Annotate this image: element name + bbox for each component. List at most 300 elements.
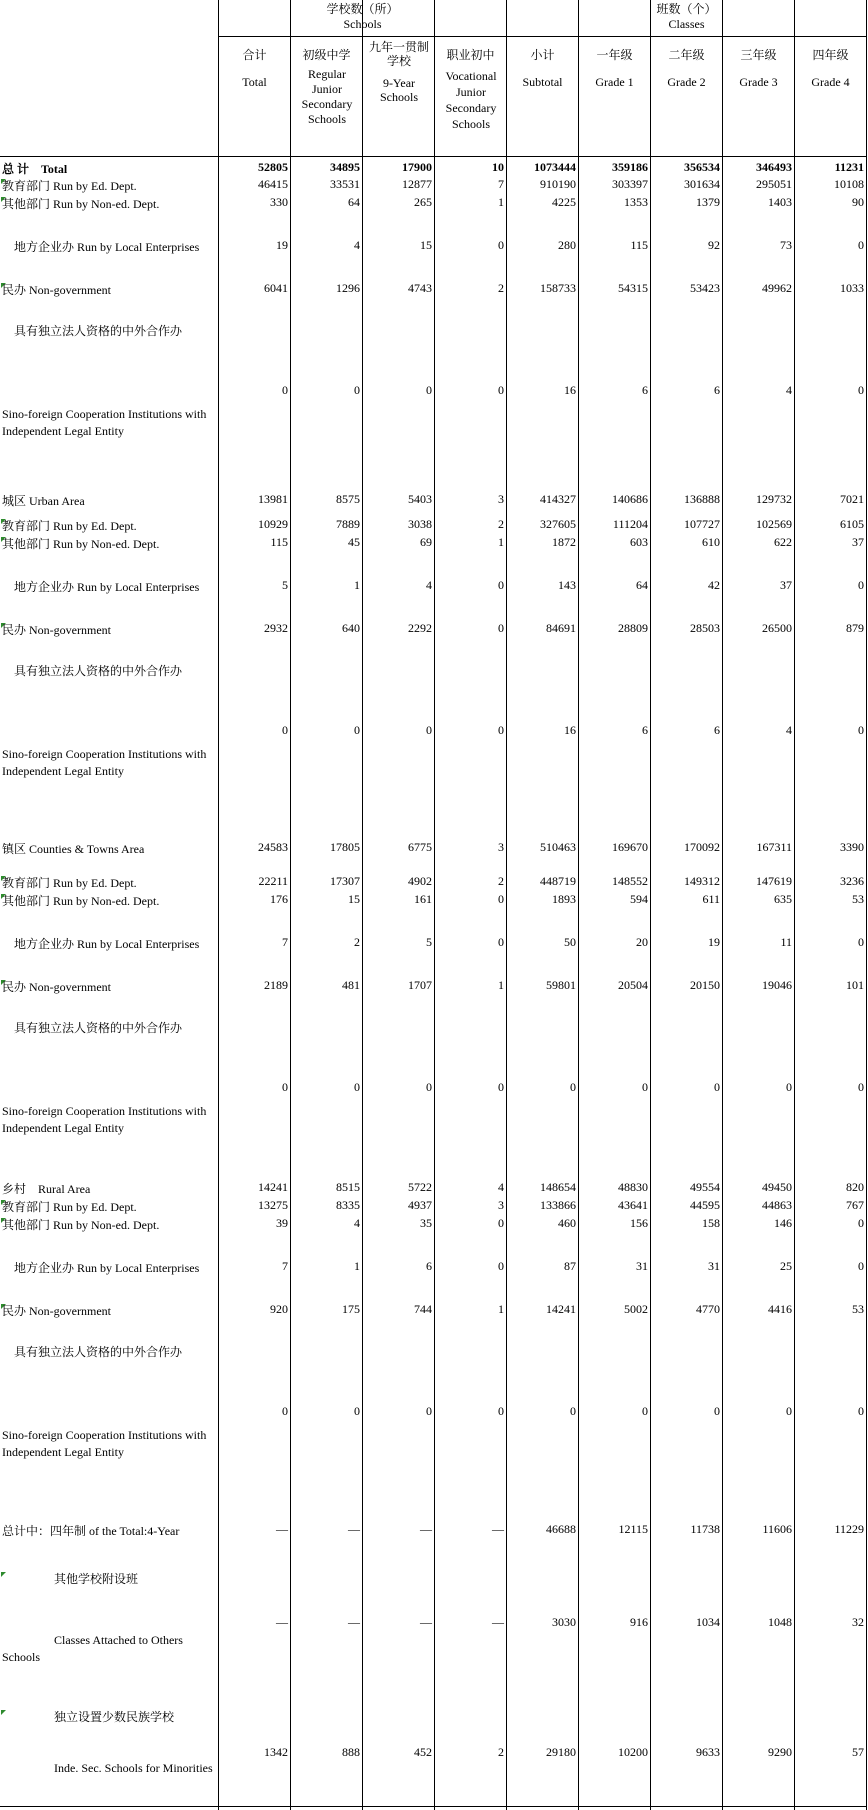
table-cell: 11229 (834, 1522, 864, 1536)
table-cell: 19046 (762, 978, 792, 992)
table-cell: 1403 (768, 195, 792, 209)
table-cell: 50 (564, 935, 576, 949)
table-cell: 0 (282, 383, 288, 397)
table-cell: 45 (348, 535, 360, 549)
table-cell: 129732 (756, 492, 792, 506)
table-cell: 0 (858, 935, 864, 949)
grid-line (866, 0, 867, 1810)
table-cell: 20150 (690, 978, 720, 992)
grid-line (722, 0, 723, 1810)
col-header-grade1: 一年级 Grade 1 (595, 48, 634, 89)
table-cell: 0 (282, 1404, 288, 1418)
table-cell: 4770 (696, 1302, 720, 1316)
row-label: 其他部门 Run by Non-ed. Dept. (2, 197, 160, 211)
table-cell: 44595 (690, 1198, 720, 1212)
table-cell: 11738 (690, 1522, 720, 1536)
table-cell: 64 (636, 578, 648, 592)
table-cell: 5 (282, 578, 288, 592)
table-cell: 327605 (540, 517, 576, 531)
col-header-vocational-junior: 职业初中 Vocational Junior Secondary Schools (445, 48, 497, 131)
table-cell: 17805 (330, 840, 360, 854)
table-cell: 3390 (840, 840, 864, 854)
table-cell: 346493 (756, 160, 792, 174)
table-cell: 303397 (612, 177, 648, 191)
table-cell: 52805 (258, 160, 288, 174)
table-cell: — (420, 1522, 432, 1536)
table-cell: 7 (282, 935, 288, 949)
table-cell: 1 (498, 535, 504, 549)
table-cell: 0 (354, 1404, 360, 1418)
row-label: 地方企业办 Run by Local Enterprises (14, 580, 200, 594)
table-cell: 0 (498, 621, 504, 635)
table-cell: 54315 (618, 281, 648, 295)
table-cell: 4937 (408, 1198, 432, 1212)
table-cell: 6041 (264, 281, 288, 295)
table-cell: 8335 (336, 1198, 360, 1212)
table-cell: 16 (564, 723, 576, 737)
table-cell: 25 (780, 1259, 792, 1273)
table-cell: 2189 (264, 978, 288, 992)
table-cell: 136888 (684, 492, 720, 506)
table-cell: 7 (498, 177, 504, 191)
table-cell: 69 (420, 535, 432, 549)
row-label: 民办 Non-government (2, 623, 111, 637)
table-cell: 448719 (540, 874, 576, 888)
table-cell: 1893 (552, 892, 576, 906)
table-cell: 414327 (540, 492, 576, 506)
table-cell: 1034 (696, 1615, 720, 1629)
table-cell: 161 (414, 892, 432, 906)
table-cell: 101 (846, 978, 864, 992)
table-cell: 46415 (258, 177, 288, 191)
table-cell: 28809 (618, 621, 648, 635)
table-cell: 37 (852, 535, 864, 549)
table-cell: 744 (414, 1302, 432, 1316)
table-cell: 0 (570, 1080, 576, 1094)
table-cell: 84691 (546, 621, 576, 635)
table-cell: 29180 (546, 1745, 576, 1759)
table-cell: 0 (786, 1080, 792, 1094)
table-cell: 0 (714, 1404, 720, 1418)
table-cell: 1073444 (534, 160, 576, 174)
table-cell: 115 (270, 535, 288, 549)
table-cell: 13981 (258, 492, 288, 506)
table-cell: 0 (426, 383, 432, 397)
row-label: 城区 Urban Area (2, 494, 85, 508)
table-cell: 53 (852, 1302, 864, 1316)
table-cell: 3236 (840, 874, 864, 888)
table-cell: 3 (498, 1198, 504, 1212)
table-cell: 1 (498, 195, 504, 209)
row-label: 总 计 Total (2, 162, 68, 176)
table-cell: 12877 (402, 177, 432, 191)
table-cell: 8575 (336, 492, 360, 506)
table-cell: 4 (426, 578, 432, 592)
table-cell: 0 (354, 1080, 360, 1094)
col-header-grade3: 三年级 Grade 3 (739, 48, 778, 89)
table-cell: 0 (282, 723, 288, 737)
table-cell: 6 (714, 723, 720, 737)
table-cell: 20 (636, 935, 648, 949)
table-cell: 7021 (840, 492, 864, 506)
table-cell: 2932 (264, 621, 288, 635)
table-cell: 767 (846, 1198, 864, 1212)
table-cell: 2 (498, 281, 504, 295)
table-cell: 111204 (612, 517, 648, 531)
table-cell: 11231 (834, 160, 864, 174)
table-cell: — (348, 1522, 360, 1536)
table-cell: 14241 (546, 1302, 576, 1316)
table-cell: 920 (270, 1302, 288, 1316)
row-label: 其他部门 Run by Non-ed. Dept. (2, 537, 160, 551)
table-cell: 31 (636, 1259, 648, 1273)
table-cell: 3 (498, 492, 504, 506)
table-bottom-line (0, 1806, 866, 1807)
table-cell: 265 (414, 195, 432, 209)
table-cell: 4 (354, 1216, 360, 1230)
table-cell: 158 (702, 1216, 720, 1230)
table-cell: 481 (342, 978, 360, 992)
table-cell: 1872 (552, 535, 576, 549)
table-cell: 170092 (684, 840, 720, 854)
table-cell: 20504 (618, 978, 648, 992)
table-cell: 0 (498, 578, 504, 592)
table-cell: 610 (702, 535, 720, 549)
table-cell: 176 (270, 892, 288, 906)
table-cell: 107727 (684, 517, 720, 531)
table-cell: 359186 (612, 160, 648, 174)
table-cell: 0 (282, 1080, 288, 1094)
row-label: 民办 Non-government (2, 1304, 111, 1318)
table-cell: 7889 (336, 517, 360, 531)
table-cell: 19 (276, 238, 288, 252)
table-cell: 460 (558, 1216, 576, 1230)
table-cell: 7 (282, 1259, 288, 1273)
table-cell: — (420, 1615, 432, 1629)
table-cell: 2292 (408, 621, 432, 635)
table-cell: 1 (354, 1259, 360, 1273)
cell-marker-icon (1, 1710, 6, 1715)
row-label-english: Classes Attached to Others Schools (2, 1633, 183, 1664)
table-cell: 6 (642, 383, 648, 397)
table-cell: 33531 (330, 177, 360, 191)
table-cell: 11 (780, 935, 792, 949)
row-label-english: Inde. Sec. Schools for Minorities (54, 1761, 213, 1775)
table-cell: 452 (414, 1745, 432, 1759)
row-label-english: Sino-foreign Cooperation Institutions with Independent Legal Entity (2, 747, 207, 778)
table-cell: 149312 (684, 874, 720, 888)
row-label: 镇区 Counties & Towns Area (2, 842, 145, 856)
table-cell: 59801 (546, 978, 576, 992)
table-cell: 4 (498, 1180, 504, 1194)
table-cell: 8515 (336, 1180, 360, 1194)
table-cell: 1379 (696, 195, 720, 209)
table-cell: 13275 (258, 1198, 288, 1212)
table-cell: 49450 (762, 1180, 792, 1194)
table-cell: 5722 (408, 1180, 432, 1194)
classes-group-header: 班数（个） Classes (656, 2, 717, 31)
table-cell: 0 (498, 238, 504, 252)
grid-line (218, 0, 219, 1810)
table-cell: — (348, 1615, 360, 1629)
grid-line (650, 0, 651, 1810)
grid-line (434, 0, 435, 1810)
col-header-subtotal: 小计 Subtotal (522, 48, 563, 89)
table-cell: 1353 (624, 195, 648, 209)
row-label: 其他学校附设班 (54, 1572, 139, 1586)
table-cell: 0 (498, 1404, 504, 1418)
table-cell: 0 (858, 578, 864, 592)
table-cell: 6775 (408, 840, 432, 854)
table-cell: 19 (708, 935, 720, 949)
table-cell: 0 (426, 1080, 432, 1094)
table-cell: 87 (564, 1259, 576, 1273)
table-cell: 2 (498, 517, 504, 531)
table-cell: 17307 (330, 874, 360, 888)
table-cell: 280 (558, 238, 576, 252)
col-header-total: 合计 Total (242, 48, 267, 89)
row-label: 教育部门 Run by Ed. Dept. (2, 519, 137, 533)
table-cell: 5 (426, 935, 432, 949)
table-cell: 910190 (540, 177, 576, 191)
table-cell: 1048 (768, 1615, 792, 1629)
table-cell: 4743 (408, 281, 432, 295)
table-cell: 37 (780, 578, 792, 592)
table-cell: — (492, 1522, 504, 1536)
row-label-english: Sino-foreign Cooperation Institutions with Independent Legal Entity (2, 407, 207, 438)
table-cell: 603 (630, 535, 648, 549)
table-cell: 4225 (552, 195, 576, 209)
table-cell: 1 (354, 578, 360, 592)
table-cell: 115 (630, 238, 648, 252)
table-cell: 635 (774, 892, 792, 906)
row-label: 地方企业办 Run by Local Enterprises (14, 937, 200, 951)
table-cell: 22211 (258, 874, 288, 888)
table-cell: 6 (714, 383, 720, 397)
row-label-english: Sino-foreign Cooperation Institutions with Independent Legal Entity (2, 1104, 207, 1135)
row-label: 具有独立法人资格的中外合作办 (14, 1345, 183, 1359)
table-cell: 0 (498, 723, 504, 737)
table-cell: 6 (642, 723, 648, 737)
table-cell: 0 (642, 1080, 648, 1094)
table-cell: 0 (498, 935, 504, 949)
grid-line (218, 36, 866, 37)
grid-line (362, 0, 363, 1810)
table-cell: 3038 (408, 517, 432, 531)
table-cell: 73 (780, 238, 792, 252)
table-cell: 640 (342, 621, 360, 635)
table-cell: 9633 (696, 1745, 720, 1759)
col-header-regular-junior: 初级中学 Regular Junior Secondary Schools (301, 48, 353, 126)
cell-marker-icon (1, 1572, 6, 1577)
table-cell: 330 (270, 195, 288, 209)
table-cell: 6105 (840, 517, 864, 531)
table-cell: 916 (630, 1615, 648, 1629)
row-label-english: Sino-foreign Cooperation Institutions with Independent Legal Entity (2, 1428, 207, 1459)
table-cell: 169670 (612, 840, 648, 854)
table-cell: 5403 (408, 492, 432, 506)
table-cell: 4902 (408, 874, 432, 888)
row-label: 具有独立法人资格的中外合作办 (14, 664, 183, 678)
table-cell: 140686 (612, 492, 648, 506)
table-cell: 133866 (540, 1198, 576, 1212)
table-cell: 0 (858, 383, 864, 397)
table-cell: 11606 (762, 1522, 792, 1536)
col-header-grade2: 二年级 Grade 2 (667, 48, 706, 89)
table-cell: 16 (564, 383, 576, 397)
grid-line (578, 0, 579, 1810)
table-cell: 12115 (618, 1522, 648, 1536)
table-cell: 6 (426, 1259, 432, 1273)
table-cell: 102569 (756, 517, 792, 531)
table-cell: 92 (708, 238, 720, 252)
table-cell: 2 (498, 1745, 504, 1759)
table-cell: 4 (786, 383, 792, 397)
table-cell: 0 (642, 1404, 648, 1418)
table-cell: 0 (498, 1080, 504, 1094)
table-cell: 888 (342, 1745, 360, 1759)
table-cell: 0 (858, 723, 864, 737)
table-cell: 42 (708, 578, 720, 592)
table-cell: 43641 (618, 1198, 648, 1212)
table-cell: 26500 (762, 621, 792, 635)
table-cell: 0 (498, 892, 504, 906)
table-cell: 0 (714, 1080, 720, 1094)
header-bottom-line (0, 156, 866, 157)
table-cell: 622 (774, 535, 792, 549)
table-cell: 24583 (258, 840, 288, 854)
table-cell: 32 (852, 1615, 864, 1629)
row-label: 教育部门 Run by Ed. Dept. (2, 179, 137, 193)
table-cell: 1707 (408, 978, 432, 992)
table-cell: 820 (846, 1180, 864, 1194)
row-label: 地方企业办 Run by Local Enterprises (14, 240, 200, 254)
grid-line (506, 0, 507, 1810)
table-cell: 15 (420, 238, 432, 252)
table-cell: 53423 (690, 281, 720, 295)
table-cell: 147619 (756, 874, 792, 888)
table-cell: 0 (354, 383, 360, 397)
table-cell: 879 (846, 621, 864, 635)
table-cell: 2 (354, 935, 360, 949)
row-label: 教育部门 Run by Ed. Dept. (2, 876, 137, 890)
table-cell: 0 (570, 1404, 576, 1418)
table-cell: 0 (426, 1404, 432, 1418)
table-cell: 167311 (756, 840, 792, 854)
table-cell: 0 (858, 1216, 864, 1230)
table-cell: — (276, 1615, 288, 1629)
table-cell: 0 (858, 238, 864, 252)
table-cell: 64 (348, 195, 360, 209)
table-cell: 4 (786, 723, 792, 737)
table-cell: 3 (498, 840, 504, 854)
col-header-nine-year: 九年一贯制学校 9-Year Schools (368, 40, 429, 104)
table-cell: 156 (630, 1216, 648, 1230)
table-cell: 1 (498, 1302, 504, 1316)
table-cell: 34895 (330, 160, 360, 174)
col-header-grade4: 四年级 Grade 4 (811, 48, 850, 89)
row-label: 其他部门 Run by Non-ed. Dept. (2, 1218, 160, 1232)
table-cell: 148552 (612, 874, 648, 888)
table-cell: 2 (498, 874, 504, 888)
table-cell: 356534 (684, 160, 720, 174)
table-cell: 49962 (762, 281, 792, 295)
table-cell: 0 (858, 1404, 864, 1418)
table-cell: 28503 (690, 621, 720, 635)
table-cell: 0 (858, 1080, 864, 1094)
table-cell: 1033 (840, 281, 864, 295)
table-cell: 510463 (540, 840, 576, 854)
table-cell: 44863 (762, 1198, 792, 1212)
row-label: 民办 Non-government (2, 283, 111, 297)
grid-line (794, 0, 795, 1810)
table-cell: 10200 (618, 1745, 648, 1759)
table-cell: 49554 (690, 1180, 720, 1194)
table-cell: 1 (498, 978, 504, 992)
table-cell: 4416 (768, 1302, 792, 1316)
table-cell: 53 (852, 892, 864, 906)
table-cell: 57 (852, 1745, 864, 1759)
row-label: 总计中：四年制 of the Total:4-Year (2, 1524, 180, 1538)
table-cell: 295051 (756, 177, 792, 191)
table-cell: 301634 (684, 177, 720, 191)
table-cell: 3030 (552, 1615, 576, 1629)
schools-group-header: 学校数（所） Schools (326, 2, 399, 31)
table-cell: 0 (498, 383, 504, 397)
table-cell: 10108 (834, 177, 864, 191)
table-cell: 10929 (258, 517, 288, 531)
table-cell: 611 (702, 892, 720, 906)
table-cell: 146 (774, 1216, 792, 1230)
table-cell: 0 (354, 723, 360, 737)
table-cell: 0 (786, 1404, 792, 1418)
grid-line (290, 0, 291, 1810)
row-label: 具有独立法人资格的中外合作办 (14, 1021, 183, 1035)
table-cell: 90 (852, 195, 864, 209)
table-cell: 5002 (624, 1302, 648, 1316)
table-cell: 14241 (258, 1180, 288, 1194)
table-cell: 17900 (402, 160, 432, 174)
table-cell: 175 (342, 1302, 360, 1316)
table-cell: 9290 (768, 1745, 792, 1759)
table-cell: 46688 (546, 1522, 576, 1536)
row-label: 民办 Non-government (2, 980, 111, 994)
row-label: 教育部门 Run by Ed. Dept. (2, 1200, 137, 1214)
table-cell: 1342 (264, 1745, 288, 1759)
row-label: 其他部门 Run by Non-ed. Dept. (2, 894, 160, 908)
row-label: 具有独立法人资格的中外合作办 (14, 324, 183, 338)
table-cell: 148654 (540, 1180, 576, 1194)
table-cell: 48830 (618, 1180, 648, 1194)
table-cell: 35 (420, 1216, 432, 1230)
table-cell: 0 (498, 1259, 504, 1273)
table-cell: 0 (498, 1216, 504, 1230)
row-label: 地方企业办 Run by Local Enterprises (14, 1261, 200, 1275)
table-cell: 31 (708, 1259, 720, 1273)
table-cell: 1296 (336, 281, 360, 295)
table-cell: 39 (276, 1216, 288, 1230)
table-cell: 0 (858, 1259, 864, 1273)
table-cell: — (492, 1615, 504, 1629)
row-label: 独立设置少数民族学校 (54, 1710, 175, 1724)
table-cell: 15 (348, 892, 360, 906)
table-cell: 143 (558, 578, 576, 592)
table-cell: 158733 (540, 281, 576, 295)
table-cell: 594 (630, 892, 648, 906)
table-cell: 0 (426, 723, 432, 737)
table-cell: — (276, 1522, 288, 1536)
row-label: 乡村 Rural Area (2, 1182, 91, 1196)
